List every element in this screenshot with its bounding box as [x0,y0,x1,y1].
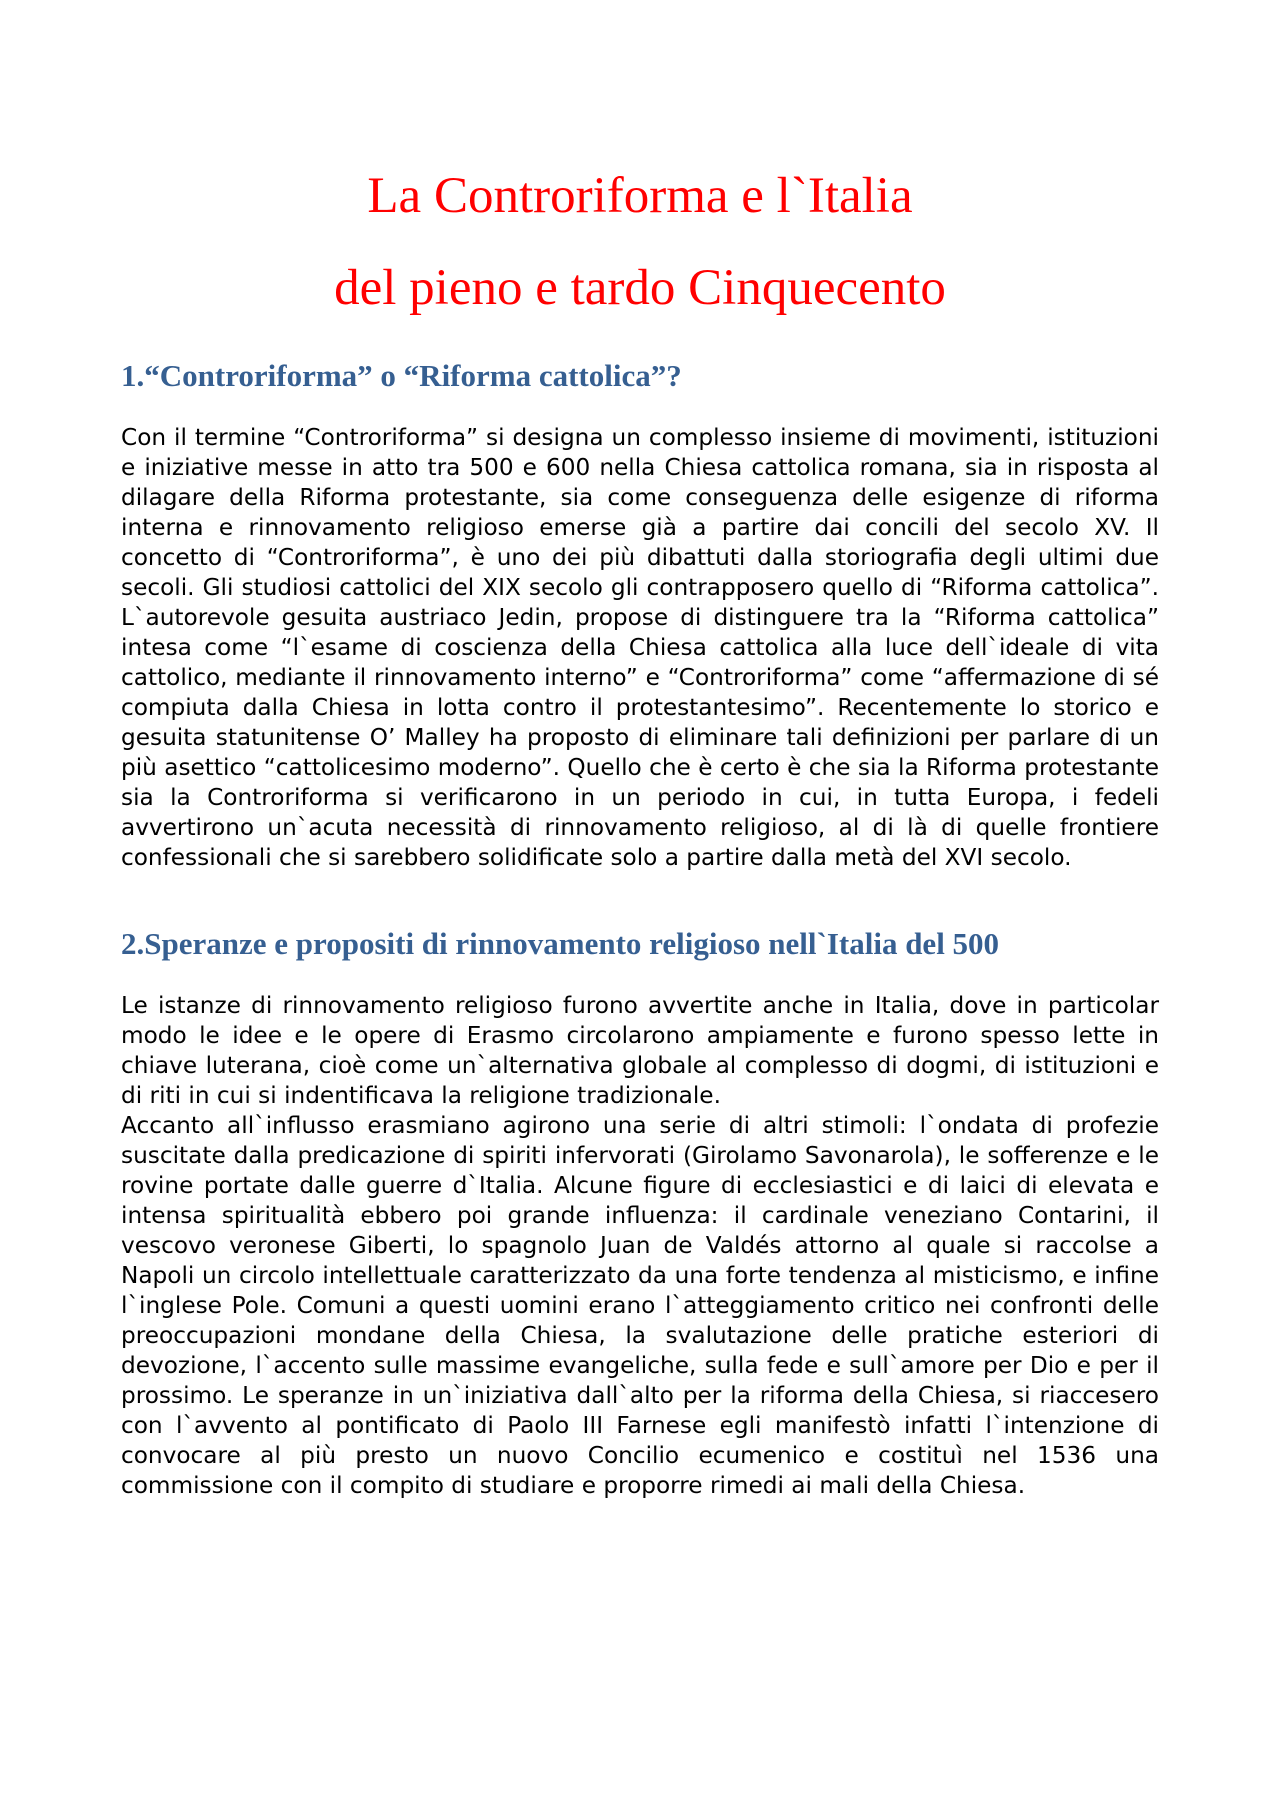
document-title-line-2: del pieno e tardo Cinquecento [334,260,946,316]
section-1-paragraph-1: Con il termine “Controriforma” si designa un complesso insieme di movimenti, istituzioni e iniziative messe in atto tra 500 e 600 nella Chiesa cattolica romana, sia in risposta al dilagare della Riforma protestante, sia come conseguenza delle esigenze di riforma interna e rinnovamento religioso emerse già a partire dai concili del secolo XV. Il concetto di “Controriforma”, è uno dei più dibattuti dalla storiografia degli ultimi due secoli. Gli studiosi cattolici del XIX secolo gli contrapposero quello di “Riforma cattolica”. L`autorevole gesuita austriaco Jedin, propose di distinguere tra la “Riforma cattolica” intesa come “l`esame di coscienza della Chiesa cattolica alla luce dell`ideale di vita cattolico, mediante il rinnovamento interno” e “Controriforma” come “affermazione di sé compiuta dalla Chiesa in lotta contro il protestantesimo”. Recentemente lo storico e gesuita statunitense O’ Malley ha proposto di eliminare tali definizioni per parlare di un più asettico “cattolicesimo moderno”. Quello che è certo è che sia la Riforma protestante sia la Controriforma si verificarono in un periodo in cui, in tutta Europa, i fedeli avvertirono un`acuta necessità di rinnovamento religioso, al di là di quelle frontiere confessionali che si sarebbero solidificate solo a partire dalla metà del XVI secolo. [121,424,1159,871]
section-2-paragraph-1: Le istanze di rinnovamento religioso furono avvertite anche in Italia, dove in particolar modo le idee e le opere di Erasmo circolarono ampiamente e furono spesso lette in chiave luterana, cioè come un`alternativa globale al complesso di dogmi, di istituzioni e di riti in cui si indentificava la religione tradizionale. [121,992,1159,1109]
section-2-heading: 2.Speranze e propositi di rinnovamento religioso nell`Italia del 500 [121,926,1000,961]
section-1-heading: 1.“Controriforma” o “Riforma cattolica”? [121,358,682,393]
document-title-line-1: La Controriforma e l`Italia [367,168,913,224]
section-2-paragraph-2: Accanto all`influsso erasmiano agirono una serie di altri stimoli: l`ondata di profezie suscitate dalla predicazione di spiriti infervorati (Girolamo Savonarola), le sofferenze e le rovine portate dalle guerre d`Italia. Alcune figure di ecclesiastici e di laici di elevata e intensa spiritualità ebbero poi grande influenza: il cardinale veneziano Contarini, il vescovo veronese Giberti, lo spagnolo Juan de Valdés attorno al quale si raccolse a Napoli un circolo intellettuale caratterizzato da una forte tendenza al misticismo, e infine l`inglese Pole. Comuni a questi uomini erano l`atteggiamento critico nei confronti delle preoccupazioni mondane della Chiesa, la svalutazione delle pratiche esteriori di devozione, l`accento sulle massime evangeliche, sulla fede e sull`amore per Dio e per il prossimo. Le speranze in un`iniziativa dall`alto per la riforma della Chiesa, si riaccesero con l`avvento al pontificato di Paolo III Farnese egli manifestò infatti l`intenzione di convocare al più presto un nuovo Concilio ecumenico e costituì nel 1536 una commissione con il compito di studiare e proporre rimedi ai mali della Chiesa. [121,1112,1159,1499]
